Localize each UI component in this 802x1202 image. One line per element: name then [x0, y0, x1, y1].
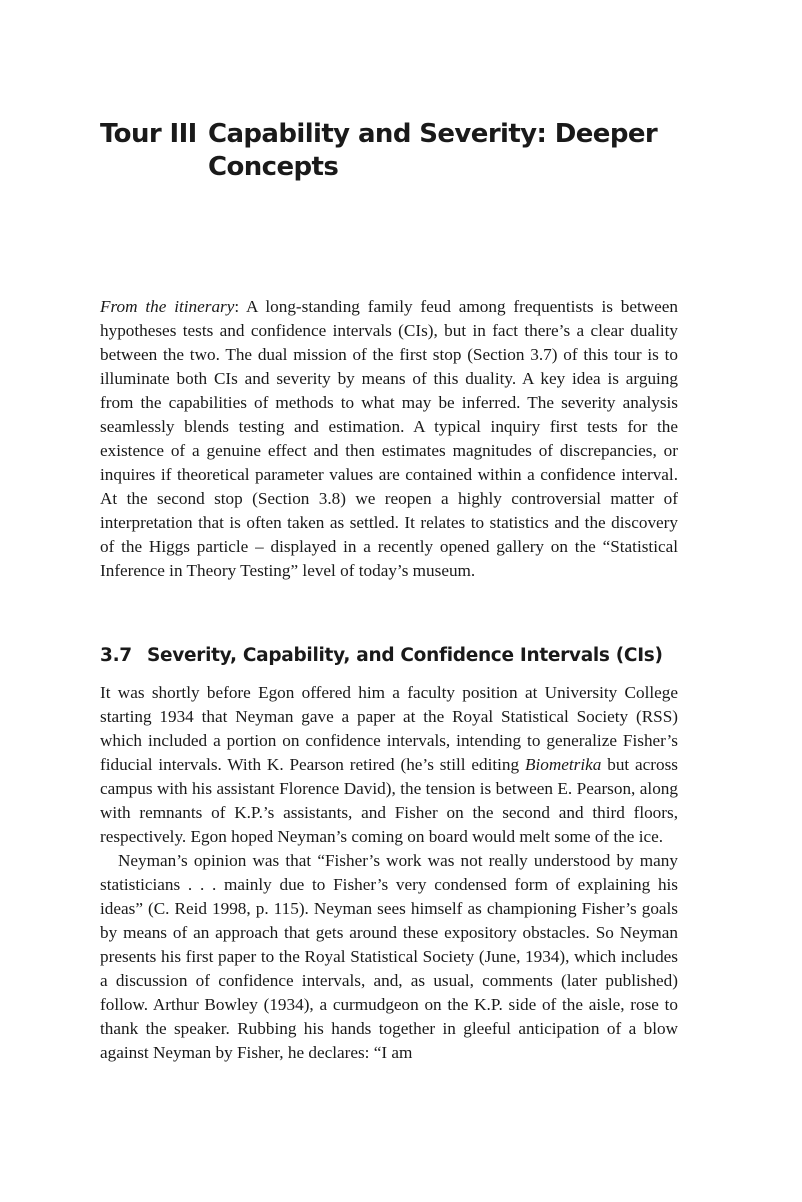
section-body: [100, 681, 678, 1065]
tour-heading: [100, 118, 678, 184]
intro-lead: From the itinerary: [100, 297, 235, 316]
section-heading: [100, 643, 678, 669]
itinerary-intro: [100, 295, 678, 583]
journal-title: Biometrika: [524, 755, 602, 774]
intro-paragraph: [100, 295, 678, 583]
tour-label: Tour III: [100, 119, 197, 149]
paragraph1-text-a: It was shortly before Egon offered him a faculty position at University College starting 1934 that Neyman gave a paper at the Royal Statistical Society (RSS) which included a portion on confidence intervals, intending to generalize Fisher’s fiducial intervals. With K. Pearson retired (he’s still editing: [100, 683, 678, 774]
tour-title: Capability and Severity: Deeper Concepts: [208, 119, 658, 182]
paragraph1-text-b: but across campus with his assistant Florence David), the tension is between E. Pearson, along with remnants of K.P.’s assistants, and Fisher on the second and third floors, respectively. Egon hoped Neyman’s coming on board would melt some of the ice.: [100, 755, 678, 846]
section-number: 3.7: [100, 645, 132, 666]
body-paragraph-2: Neyman’s opinion was that “Fisher’s work was not really understood by many statisticians . . . mainly due to Fisher’s very condensed form of explaining his ideas” (C. Reid 1998, p. 115). Neyman sees himself as championing Fisher’s goals by means of an approach that gets around these expository obstacles. So Neyman presents his first paper to the Royal Statistical Society (June, 1934), which includes a discussion of confidence intervals, and, as usual, comments (later published) follow. Arthur Bowley (1934), a curmudgeon on the K.P. side of the aisle, rose to thank the speaker. Rubbing his hands together in gleeful anticipation of a blow against Neyman by Fisher, he declares: “I am: [100, 851, 678, 1062]
section-title: Severity, Capability, and Confidence Intervals (CIs): [147, 645, 663, 666]
body-paragraph-1: [100, 681, 678, 849]
intro-text: : A long-standing family feud among frequentists is between hypotheses tests and confidence intervals (CIs), but in fact there’s a clear duality between the two. The dual mission of the first stop (Section 3.7) of this tour is to illuminate both CIs and severity by means of this duality. A key idea is arguing from the capabilities of methods to what may be inferred. The severity analysis seamlessly blends testing and estimation. A typical inquiry first tests for the existence of a genuine effect and then estimates magnitudes of discrepancies, or inquires if theoretical parameter values are contained within a confidence interval. At the second stop (Section 3.8) we reopen a highly controversial matter of interpretation that is often taken as settled. It relates to statistics and the discovery of the Higgs particle – displayed in a recently opened gallery on the “Statistical Inference in Theory Testing” level of today’s museum.: [100, 297, 679, 580]
